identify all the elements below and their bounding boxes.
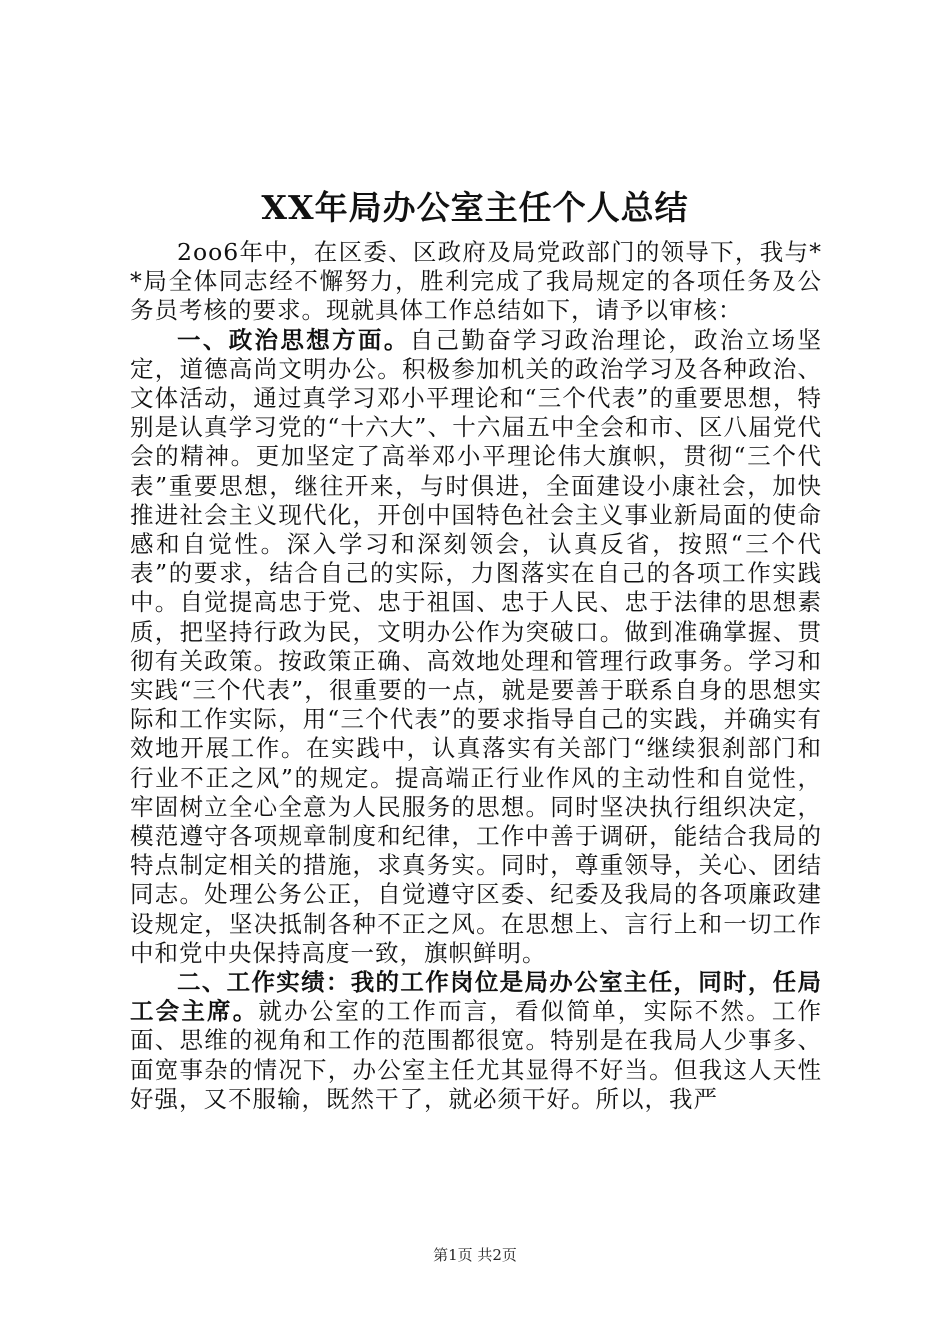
section-2-paragraph xyxy=(130,968,822,1114)
document-title: XX年局办公室主任个人总结 xyxy=(261,188,689,227)
section-1-paragraph xyxy=(130,326,822,968)
section-1-heading: 一、政治思想方面。 xyxy=(177,325,410,354)
document-body xyxy=(130,238,822,1114)
section-2-body: 就办公室的工作而言，看似简单，实际不然。工作面、思维的视角和工作的范围都很宽。特别是在我局人少事多、面宽事杂的情况下，办公室主任尤其显得不好当。但我这人天性好强，又不服输，既然干了，就必须干好。所以，我严 xyxy=(130,997,823,1113)
intro-paragraph: 2oo6年中，在区委、区政府及局党政部门的领导下，我与**局全体同志经不懈努力，胜利完成了我局规定的各项任务及公务员考核的要求。现就具体工作总结如下，请予以审核： xyxy=(130,238,822,325)
section-2-heading: 二、工作实绩：我的工作岗位是局办公室主任，同时，任局工会主席。 xyxy=(130,968,822,1026)
section-1-body: 自己勤奋学习政治理论，政治立场坚定，道德高尚文明办公。积极参加机关的政治学习及各种政治、文体活动，通过真学习邓小平理论和“三个代表”的重要思想，特别是认真学习党的“十六大”、十六届五中全会和市、区八届党代会的精神。更加坚定了高举邓小平理论伟大旗帜，贯彻“三个代表”重要思想，继往开来，与时俱进，全面建设小康社会，加快推进社会主义现代化，开创中国特色社会主义事业新局面的使命感和自觉性。深入学习和深刻领会，认真反省，按照“三个代表”的要求，结合自己的实际，力图落实在自己的各项工作实践中。自觉提高忠于党、忠于祖国、忠于人民、忠于法律的思想素质，把坚持行政为民，文明办公作为突破口。做到准确掌握、贯彻有关政策。按政策正确、高效地处理和管理行政事务。学习和实践“三个代表”，很重要的一点，就是要善于联系自身的思想实际和工作实际，用“三个代表”的要求指导自己的实践，并确实有效地开展工作。在实践中，认真落实有关部门“继续狠刹部门和行业不正之风”的规定。提高端正行业作风的主动性和自觉性，牢固树立全心全意为人民服务的思想。同时坚决执行组织决定，模范遵守各项规章制度和纪律，工作中善于调研，能结合我局的特点制定相关的措施，求真务实。同时，尊重领导，关心、团结同志。处理公务公正，自觉遵守区委、纪委及我局的各项廉政建设规定，坚决抵制各种不正之风。在思想上、言行上和一切工作中和党中央保持高度一致，旗帜鲜明。 xyxy=(130,325,822,967)
page-footer: 第1页 共2页 xyxy=(433,1246,517,1264)
